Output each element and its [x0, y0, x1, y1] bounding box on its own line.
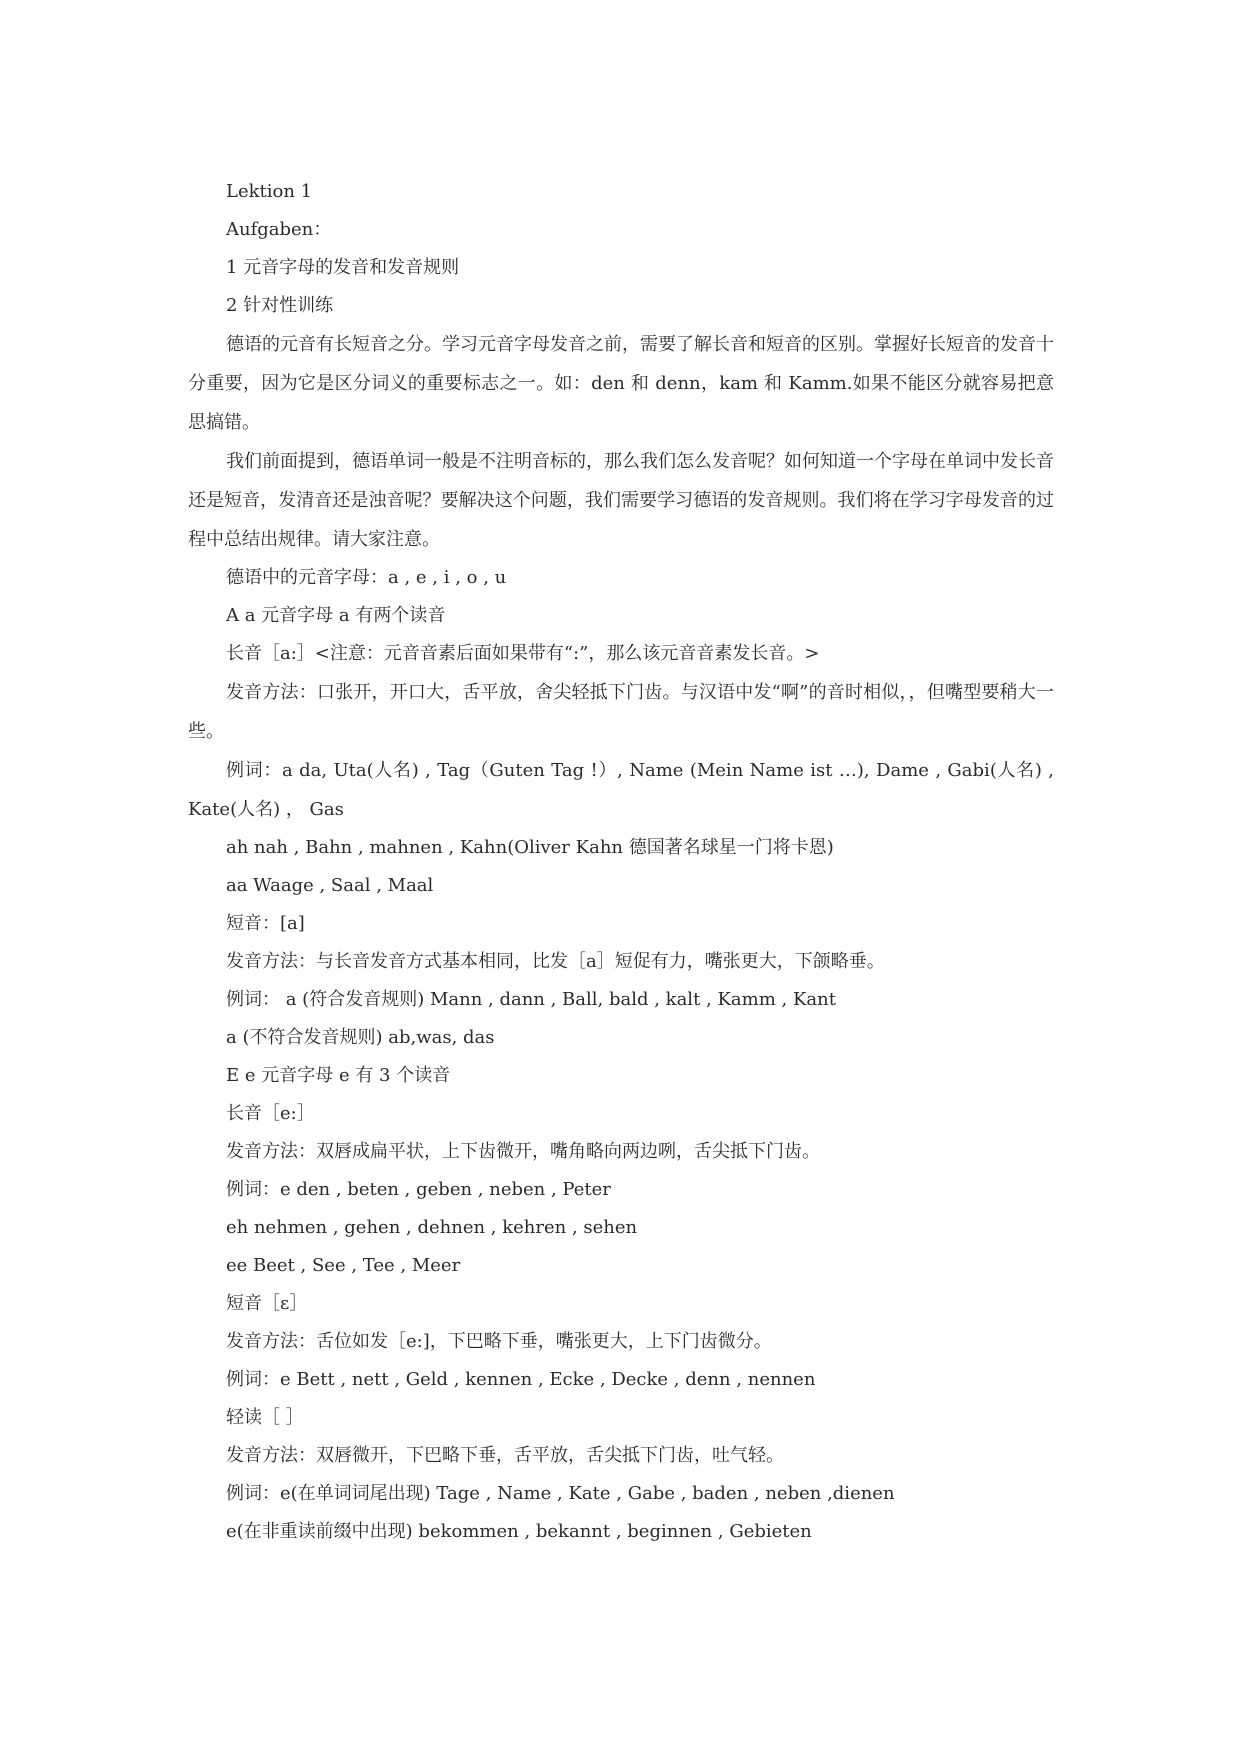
text-line: 发音方法：与长音发音方式基本相同，比发［a］短促有力，嘴张更大，下颌略垂。 [226, 951, 885, 972]
text-line: 发音方法：双唇微开，下巴略下垂，舌平放，舌尖抵下门齿，吐气轻。 [226, 1445, 784, 1466]
lesson-title: Lektion 1 [226, 181, 313, 202]
text-line: 例词： a (符合发音规则) Mann , dann , Ball, bald , kalt , Kamm , Kant [226, 989, 836, 1010]
paragraph: 德语的元音有长短音之分。学习元音字母发音之前，需要了解长音和短音的区别。掌握好长短音的发音十分重要，因为它是区分词义的重要标志之一。如：den 和 denn，kam 和 Kamm.如果不能区分就容易把意思搞错。 [188, 334, 1054, 433]
text-line: 例词：e Bett , nett , Geld , kennen , Ecke , Decke , denn , nennen [226, 1369, 816, 1390]
paragraph: 发音方法：口张开，开口大，舌平放，舍尖轻抵下门齿。与汉语中发“啊”的音时相似，，但嘴型要稍大一些。 [188, 682, 1054, 742]
text-line: 发音方法：双唇成扁平状，上下齿微开，嘴角略向两边咧，舌尖抵下门齿。 [226, 1141, 820, 1162]
text-line: 例词：e(在单词词尾出现) Tage , Name , Kate , Gabe , baden , neben ,dienen [226, 1483, 895, 1504]
text-line: ah nah , Bahn , mahnen , Kahn(Oliver Kahn 德国著名球星一门将卡恩) [226, 837, 834, 858]
text-line: 短音［ɛ］ [226, 1293, 308, 1314]
text-line: 例词：e den , beten , geben , neben , Peter [226, 1179, 611, 1200]
text-line: 长音［a:］<注意：元音音素后面如果带有“:”，那么该元音音素发长音。> [226, 643, 820, 664]
text-line: e(在非重读前缀中出现) bekommen , bekannt , beginnen , Gebieten [226, 1521, 812, 1542]
text-line: 短音：[a] [226, 913, 305, 934]
text-line: aa Waage , Saal , Maal [226, 875, 434, 896]
text-line: ee Beet , See , Tee , Meer [226, 1255, 461, 1276]
tasks-heading: Aufgaben： [226, 219, 332, 240]
task-item: 2 针对性训练 [226, 295, 334, 316]
paragraph: 例词：a da, Uta(人名) , Tag（Guten Tag !）, Name (Mein Name ist …), Dame , Gabi(人名) , Kate(人名) ， Gas [188, 760, 1054, 820]
document-body [188, 173, 1054, 1551]
text-line: 长音［e:］ [226, 1103, 315, 1124]
text-line: eh nehmen , gehen , dehnen , kehren , sehen [226, 1217, 638, 1238]
paragraph: 我们前面提到，德语单词一般是不注明音标的，那么我们怎么发音呢？如何知道一个字母在单词中发长音还是短音，发清音还是浊音呢？要解决这个问题，我们需要学习德语的发音规则。我们将在学习字母发音的过程中总结出规律。请大家注意。 [188, 451, 1054, 550]
text-line: a (不符合发音规则) ab,was, das [226, 1027, 495, 1048]
text-line: 轻读［ ］ [226, 1407, 304, 1428]
section-heading: A a 元音字母 a 有两个读音 [226, 605, 446, 626]
task-item: 1 元音字母的发音和发音规则 [226, 257, 460, 278]
text-line: 发音方法：舌位如发［e:]，下巴略下垂，嘴张更大，上下门齿微分。 [226, 1331, 772, 1352]
section-heading: E e 元音字母 e 有 3 个读音 [226, 1065, 451, 1086]
text-line: 德语中的元音字母：a , e , i , o , u [226, 567, 507, 588]
